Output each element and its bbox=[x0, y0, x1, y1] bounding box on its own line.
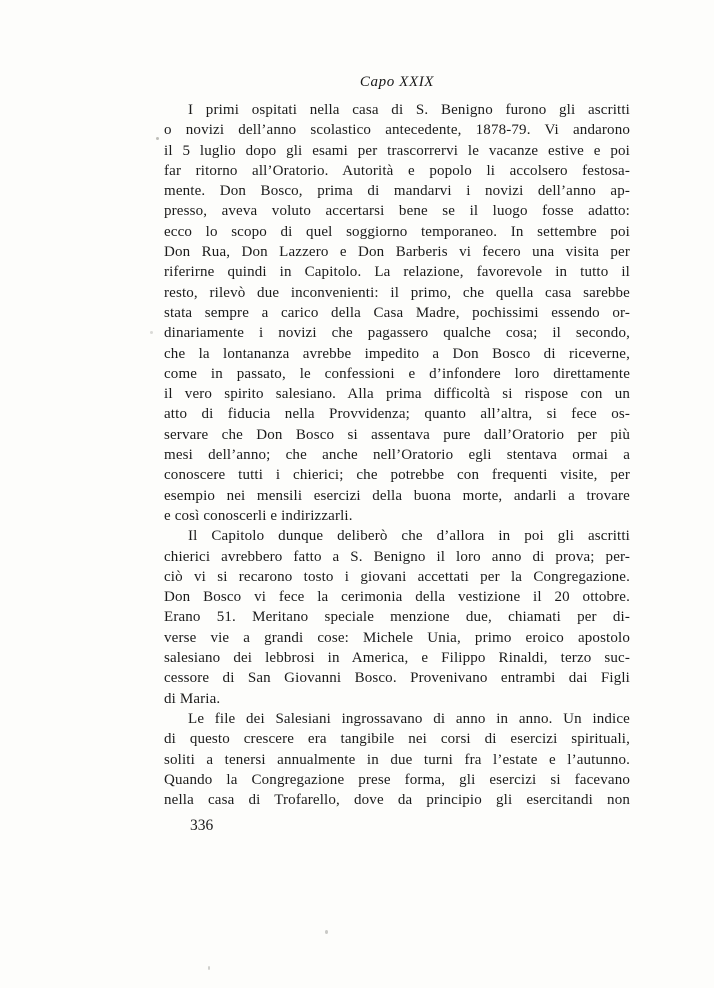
text-line: conoscere tutti i chierici; che potrebbe con frequenti visite, per bbox=[164, 467, 630, 484]
text-line: dinariamente i novizi che pagassero qualche cosa; il secondo, bbox=[164, 325, 630, 342]
text-line: presso, aveva voluto accertarsi bene se il luogo fosse adatto: bbox=[164, 203, 630, 220]
body-text-block bbox=[164, 100, 630, 810]
text-line: Quando la Congregazione prese forma, gli esercizi si facevano bbox=[164, 771, 630, 788]
scan-speck bbox=[208, 966, 210, 970]
text-line: Il Capitolo dunque deliberò che d’allora in poi gli ascritti bbox=[188, 528, 630, 545]
text-line: salesiano dei lebbrosi in America, e Filippo Rinaldi, terzo suc- bbox=[164, 650, 630, 667]
text-line: chierici avrebbero fatto a S. Benigno il loro anno di prova; per- bbox=[164, 548, 630, 565]
text-line: mente. Don Bosco, prima di mandarvi i novizi dell’anno ap- bbox=[164, 183, 630, 200]
text-line: far ritorno all’Oratorio. Autorità e popolo li accolsero festosa- bbox=[164, 162, 630, 179]
page-number: 336 bbox=[190, 817, 214, 834]
text-line: Don Bosco vi fece la cerimonia della vestizione il 20 ottobre. bbox=[164, 589, 630, 606]
text-line: Erano 51. Meritano speciale menzione due, chiamati per di- bbox=[164, 609, 630, 626]
text-line: ciò vi si recarono tosto i giovani accettati per la Congregazione. bbox=[164, 568, 630, 585]
text-line: I primi ospitati nella casa di S. Benigno furono gli ascritti bbox=[188, 102, 630, 118]
scan-speck bbox=[325, 930, 328, 934]
scan-speck bbox=[156, 137, 159, 140]
text-line: Le file dei Salesiani ingrossavano di anno in anno. Un indice bbox=[188, 710, 630, 727]
text-line: riferirne quindi in Capitolo. La relazione, favorevole in tutto il bbox=[164, 264, 630, 281]
text-line: di questo crescere era tangibile nei corsi di esercizi spirituali, bbox=[164, 731, 630, 748]
text-line: il vero spirito salesiano. Alla prima difficoltà si rispose con un bbox=[164, 386, 630, 403]
text-line: il 5 luglio dopo gli esami per trascorrervi le vacanze estive e poi bbox=[164, 142, 630, 159]
text-line: esempio nei mensili esercizi della buona morte, andarli a trovare bbox=[164, 487, 630, 504]
text-line: e così conoscerli e indirizzarli. bbox=[164, 507, 353, 524]
chapter-running-head: Capo XXIX bbox=[359, 74, 435, 90]
text-line: stata sempre a carico della Casa Madre, pochissimi essendo or- bbox=[164, 304, 630, 321]
scan-speck bbox=[150, 331, 153, 334]
text-line: che la lontananza avrebbe impedito a Don Bosco di riceverne, bbox=[164, 345, 630, 362]
text-line: Don Rua, Don Lazzero e Don Barberis vi fecero una visita per bbox=[164, 244, 630, 261]
text-line: come in passato, le confessioni e d’infondere loro direttamente bbox=[164, 365, 630, 382]
paragraph bbox=[164, 709, 630, 810]
text-line: di Maria. bbox=[164, 690, 221, 707]
text-line: servare che Don Bosco si assentava pure dall’Oratorio per più bbox=[164, 426, 630, 443]
text-line: ecco lo scopo di quel soggiorno temporaneo. In settembre poi bbox=[164, 223, 630, 240]
text-line: mesi dell’anno; che anche nell’Oratorio egli stentava ormai a bbox=[164, 447, 630, 464]
text-line: atto di fiducia nella Provvidenza; quanto all’altra, si fece os- bbox=[164, 406, 630, 423]
text-line: verse vie a grandi cose: Michele Unia, primo eroico apostolo bbox=[164, 629, 630, 646]
text-line: nella casa di Trofarello, dove da principio gli esercitandi non bbox=[164, 792, 630, 809]
paragraph bbox=[164, 526, 630, 709]
paragraph bbox=[164, 100, 630, 526]
text-line: cessore di San Giovanni Bosco. Provenivano entrambi dai Figli bbox=[164, 670, 630, 687]
text-line: o novizi dell’anno scolastico antecedente, 1878-79. Vi andarono bbox=[164, 122, 630, 139]
text-line: soliti a tenersi annualmente in due turni fra l’estate e l’autunno. bbox=[164, 751, 630, 768]
text-line: resto, rilevò due inconvenienti: il primo, che quella casa sarebbe bbox=[164, 284, 630, 301]
